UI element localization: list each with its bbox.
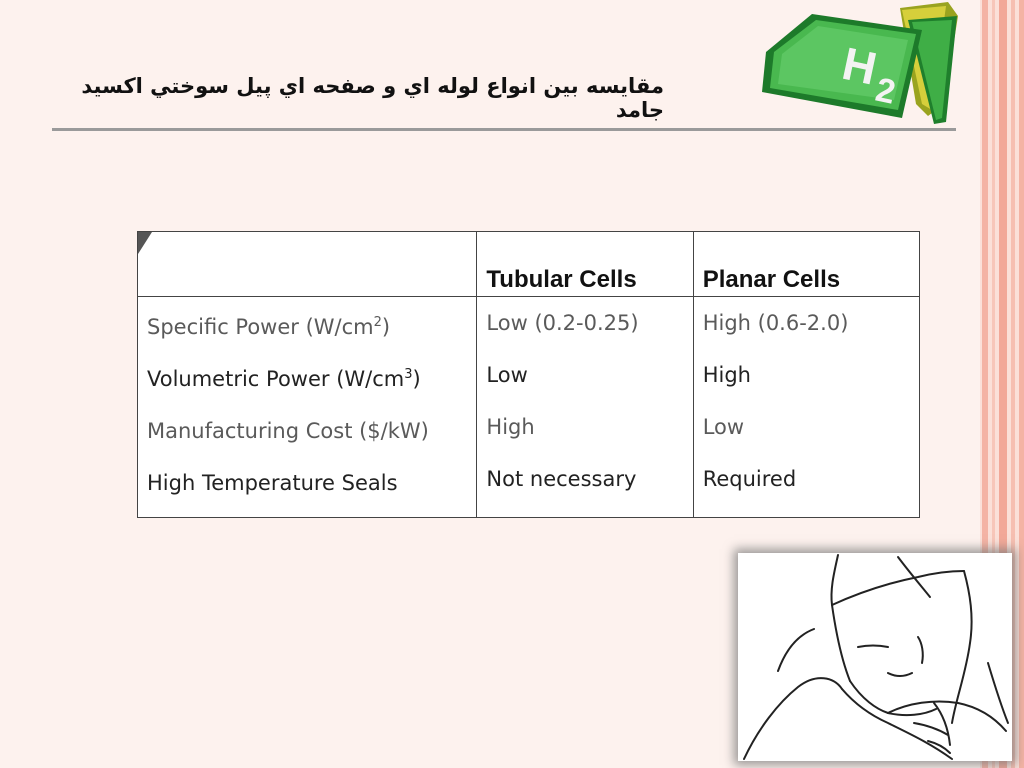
- planar-value: High (0.6-2.0): [693, 297, 919, 354]
- sketch-drawing: [738, 553, 1012, 761]
- comparison-table: [137, 231, 920, 518]
- table-row: [138, 353, 920, 405]
- tubular-value: Low: [477, 353, 693, 405]
- row-label: Volumetric Power $(W/cm^3)$: [138, 353, 477, 405]
- table-header-row: [138, 232, 920, 297]
- table-row: [138, 297, 920, 354]
- tubular-value: Not necessary: [477, 457, 693, 509]
- tubular-value: High: [477, 405, 693, 457]
- planar-value: Low: [693, 405, 919, 457]
- h2-logo-icon: [752, 0, 962, 132]
- table-row: [138, 405, 920, 457]
- table-row: [138, 457, 920, 509]
- svg-text:2: 2: [872, 70, 899, 112]
- table-spacer-row: [138, 509, 920, 518]
- row-label: Specific Power $(W/cm^2)$: [138, 297, 477, 354]
- corner-mark-icon: [138, 232, 152, 254]
- svg-text:H: H: [837, 36, 882, 95]
- slide-title: مقايسه بين انواع لوله اي و صفحه اي پيل سوختي اكسيد جامد: [81, 74, 664, 122]
- header-empty-cell: [138, 232, 477, 297]
- tubular-value: Low (0.2-0.25): [477, 297, 693, 354]
- header-tubular: Tubular Cells: [477, 232, 693, 297]
- header-planar: Planar Cells: [693, 232, 919, 297]
- planar-value: High: [693, 353, 919, 405]
- row-label: High Temperature Seals: [138, 457, 477, 509]
- thinking-man-sketch: [738, 553, 1012, 761]
- title-divider: [52, 128, 956, 131]
- planar-value: Required: [693, 457, 919, 509]
- row-label: Manufacturing Cost ($/kW): [138, 405, 477, 457]
